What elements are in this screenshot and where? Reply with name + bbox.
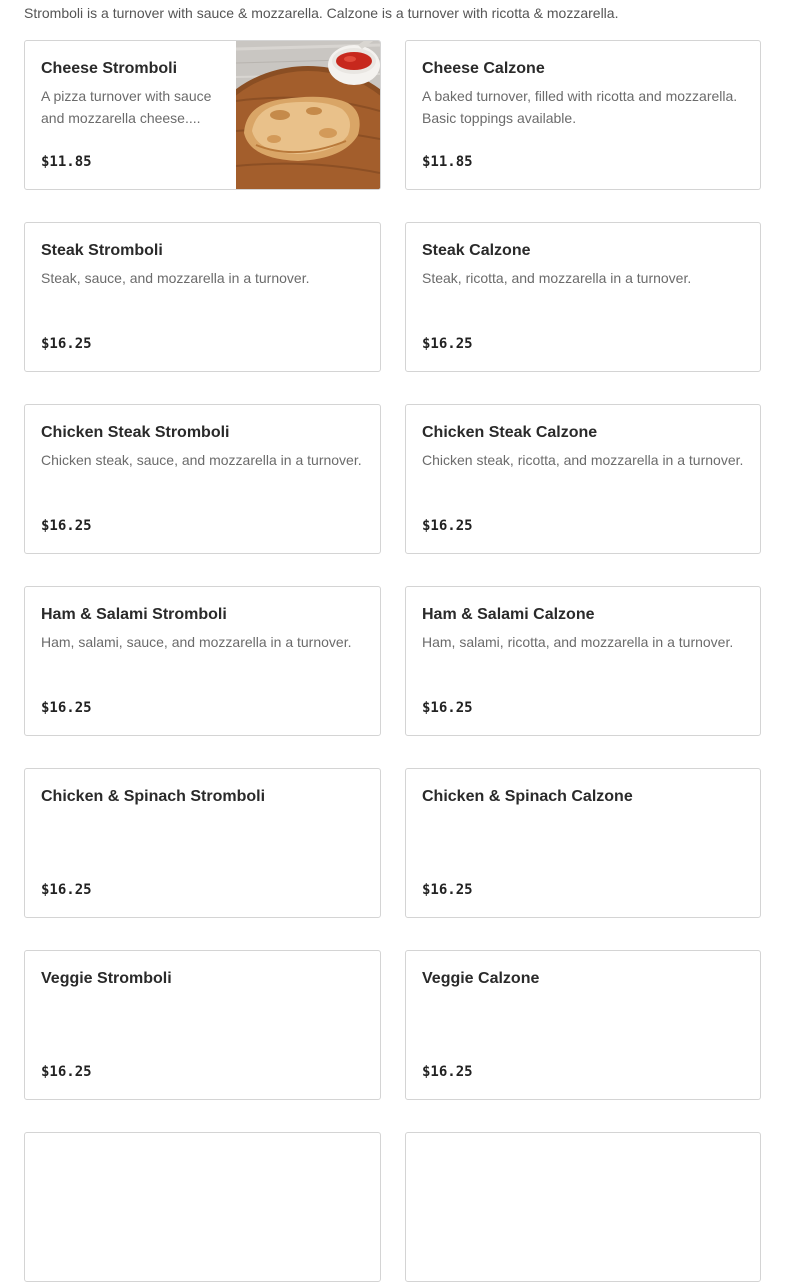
- menu-item-card[interactable]: [24, 586, 381, 736]
- menu-item-name: Ham & Salami Stromboli: [41, 606, 227, 623]
- menu-item-name: Chicken & Spinach Stromboli: [41, 788, 266, 805]
- menu-item-name: Ham & Salami Calzone: [422, 606, 595, 623]
- menu-item-price: $16.25: [422, 882, 473, 898]
- menu-item-card[interactable]: [24, 404, 381, 554]
- menu-item-price: $11.85: [41, 154, 92, 170]
- menu-item-name: Veggie Calzone: [422, 970, 540, 987]
- menu-item-card[interactable]: [405, 222, 761, 372]
- menu-item-name: Chicken Steak Stromboli: [41, 424, 230, 441]
- menu-item-body: [422, 1151, 744, 1281]
- menu-item-card[interactable]: [24, 950, 381, 1100]
- menu-item-description: Ham, salami, sauce, and mozzarella in a turnover.: [41, 634, 352, 650]
- menu-item-card[interactable]: [405, 950, 761, 1100]
- menu-item-price: $16.25: [41, 336, 92, 352]
- menu-item-name: Veggie Stromboli: [41, 970, 172, 987]
- menu-item-price: $16.25: [422, 1064, 473, 1080]
- menu-item-price: $16.25: [422, 700, 473, 716]
- menu-item-card[interactable]: [405, 404, 761, 554]
- menu-item-description: A pizza turnover with sauce and mozzarella cheese....: [41, 88, 212, 126]
- menu-item-price: $11.85: [422, 154, 473, 170]
- menu-item-name: Cheese Calzone: [422, 60, 545, 77]
- menu-item-name: Chicken & Spinach Calzone: [422, 788, 633, 805]
- menu-item-card[interactable]: [405, 1132, 761, 1282]
- menu-item-card[interactable]: [24, 768, 381, 918]
- menu-item-price: $16.25: [41, 518, 92, 534]
- stromboli-photo: [236, 41, 380, 189]
- menu-item-description: Steak, sauce, and mozzarella in a turnover.: [41, 270, 310, 286]
- menu-item-name: Chicken Steak Calzone: [422, 424, 598, 441]
- menu-item-description: A baked turnover, filled with ricotta and mozzarella. Basic toppings available.: [422, 88, 738, 126]
- menu-item-price: $16.25: [41, 882, 92, 898]
- menu-item-price: $16.25: [422, 518, 473, 534]
- menu-item-card[interactable]: [405, 768, 761, 918]
- menu-item-name: Cheese Stromboli: [41, 60, 178, 77]
- menu-item-description: Ham, salami, ricotta, and mozzarella in a turnover.: [422, 634, 734, 650]
- menu-item-card[interactable]: [24, 222, 381, 372]
- menu-item-card[interactable]: [24, 1132, 381, 1282]
- category-description: Stromboli is a turnover with sauce & mozzarella. Calzone is a turnover with ricotta & mozzarella.: [24, 5, 619, 21]
- menu-item-price: $16.25: [422, 336, 473, 352]
- menu-item-price: $16.25: [41, 700, 92, 716]
- menu-item-description: Steak, ricotta, and mozzarella in a turnover.: [422, 270, 692, 286]
- menu-item-description: Chicken steak, sauce, and mozzarella in a turnover.: [41, 452, 362, 468]
- menu-item-grid: [24, 40, 761, 1282]
- menu-item-card[interactable]: [405, 586, 761, 736]
- menu-item-price: $16.25: [41, 1064, 92, 1080]
- menu-item-card[interactable]: [24, 40, 381, 190]
- menu-item-name: Steak Calzone: [422, 242, 531, 259]
- menu-item-body: [41, 1151, 364, 1281]
- menu-item-description: Chicken steak, ricotta, and mozzarella in a turnover.: [422, 452, 744, 468]
- menu-item-card[interactable]: [405, 40, 761, 190]
- menu-item-name: Steak Stromboli: [41, 242, 163, 259]
